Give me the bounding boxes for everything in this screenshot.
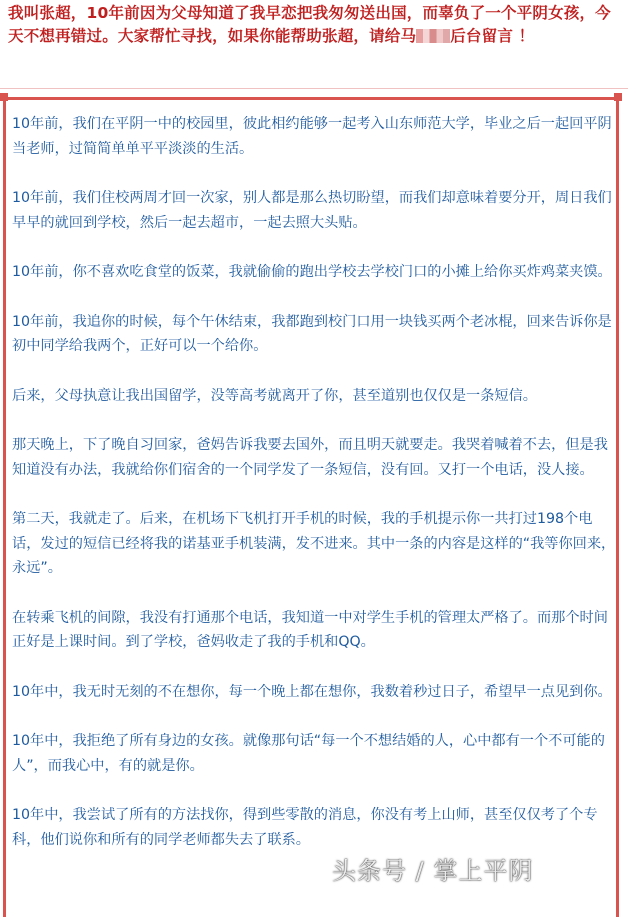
header xyxy=(0,0,628,86)
header-text-after: 后台留言 ！ xyxy=(450,27,535,45)
redacted-account-name xyxy=(416,29,450,43)
paragraph: 10年前，我们住校两周才回一次家，别人都是那么热切盼望，而我们却意味着要分开，周日我们早早的就回到学校，然后一起去超市，一起去照大头贴。 xyxy=(12,190,612,231)
watermark: 头条号 / 掌上平阴 xyxy=(332,857,534,885)
header-text xyxy=(8,2,620,48)
header-text-mid: 马 xyxy=(400,27,417,45)
paragraph: 10年中，我尝试了所有的方法找你，得到些零散的消息，你没有考上山师，甚至仅仅考了个专科，他们说你和所有的同学老师都失去了联系。 xyxy=(12,807,598,848)
paragraph: 在转乘飞机的间隙，我没有打通那个电话，我知道一中对学生手机的管理太严格了。而那个时间正好是上课时间。到了学校，爸妈收走了我的手机和QQ。 xyxy=(12,609,608,650)
paragraph: 那天晚上，下了晚自习回家，爸妈告诉我要去国外，而且明天就要走。我哭着喊着不去，但是我知道没有办法，我就给你们宿舍的一个同学发了一条短信，没有回。又打一个电话，没人接。 xyxy=(12,437,608,478)
header-text-before: 我叫张超，10年前因为父母知道了我早恋把我匆匆送出国，而辜负了一个平阴女孩，今天不想再错过。大家帮忙寻找，如果你能帮助张超，请给 xyxy=(8,4,611,45)
frame-corner-right xyxy=(614,93,622,101)
paragraph: 第二天，我就走了。后来，在机场下飞机打开手机的时候，我的手机提示你一共打过198个电话，发过的短信已经将我的诺基亚手机装满，发不进来。其中一条的内容是这样的“我等你回来，永远”。 xyxy=(12,511,616,576)
frame-corner-left xyxy=(0,93,8,101)
article-body xyxy=(12,112,616,877)
paragraph: 10年前，我们在平阴一中的校园里，彼此相约能够一起考入山东师范大学，毕业之后一起回平阴当老师，过简简单单平平淡淡的生活。 xyxy=(12,116,612,157)
paragraph: 10年前，你不喜欢吃食堂的饭菜，我就偷偷的跑出学校去学校门口的小摊上给你买炸鸡菜夹馍。 xyxy=(12,264,612,280)
paragraph: 10年中，我无时无刻的不在想你，每一个晚上都在想你，我数着秒过日子，希望早一点见到你。 xyxy=(12,683,612,700)
paragraph: 10年前，我追你的时候，每个午休结束，我都跑到校门口用一块钱买两个老冰棍，回来告诉你是初中同学给我两个，正好可以一个给你。 xyxy=(12,313,612,354)
header-divider xyxy=(0,88,628,89)
paragraph: 后来，父母执意让我出国留学，没等高考就离开了你，甚至道别也仅仅是一条短信。 xyxy=(12,387,537,404)
paragraph: 10年中，我拒绝了所有身边的女孩。就像那句话“每一个不想结婚的人，心中都有一个不可能的人”，而我心中，有的就是你。 xyxy=(12,733,605,774)
